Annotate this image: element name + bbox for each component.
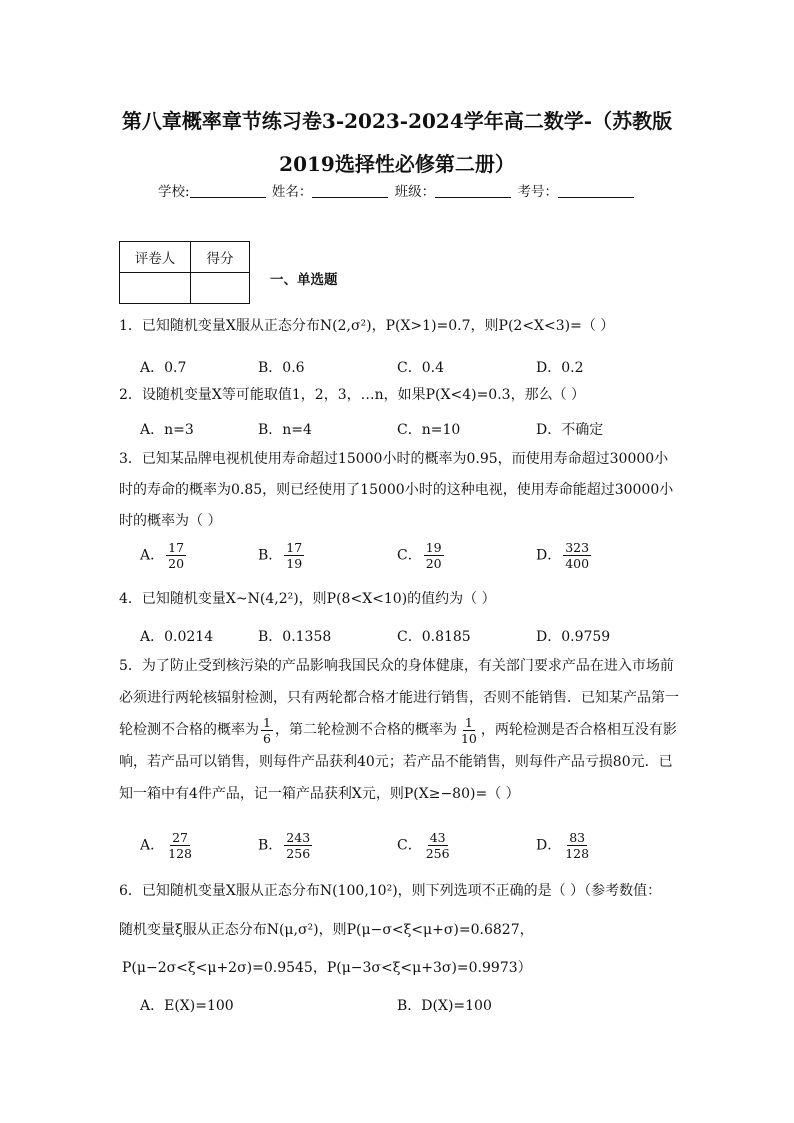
q1-option-c[interactable]: C．0.4 (397, 360, 444, 376)
q4-option-c[interactable]: C．0.8185 (397, 629, 471, 645)
fraction: $\frac{43}{256}$ (425, 830, 450, 861)
question-1: 1．已知随机变量X服从正态分布N(2,σ²)，P(X>1)=0.7，则P(2<X<3)=（ ） (119, 318, 615, 334)
school-blank[interactable] (190, 184, 266, 198)
question-2-text: 设随机变量X等可能取值1，2，3，…n，如果P(X<4)=0.3，那么（ ） (141, 387, 586, 403)
question-5-text-a: 为了防止受到核污染的产品影响我国民众的身体健康，有关部门要求产品在进入市场前必须进行两轮核辐射检测，只有两轮都合格才能进行销售，否则不能销售．已知某产品第一轮检测不合格的概率为 (119, 658, 679, 738)
fraction: $\frac{1}{6}$ (263, 714, 271, 746)
q2-option-a[interactable]: A．n=3 (140, 422, 194, 438)
q3-option-c[interactable]: C． $\frac{19}{20}$ (397, 540, 442, 571)
q4-option-b[interactable]: B．0.1358 (258, 629, 332, 645)
page-title-line-1: 第八章概率章节练习卷3-2023-2024学年高二数学-（苏教版 (121, 109, 673, 133)
question-4-text: 已知随机变量X~N(4,2²)，则P(8<X<10)的值约为（ ） (141, 591, 496, 607)
grader-cell[interactable] (120, 273, 191, 304)
q5-option-a[interactable]: A． $\frac{27}{128}$ (140, 830, 192, 861)
q5-option-d[interactable]: D． $\frac{83}{128}$ (536, 830, 590, 861)
question-4: 4．已知随机变量X~N(4,2²)，则P(8<X<10)的值约为（ ） (119, 591, 496, 607)
question-6-line-1: 6．已知随机变量X服从正态分布N(100,10²)，则下列选项不正确的是（ ）（参考数值： (119, 883, 662, 899)
fraction: $\frac{27}{128}$ (168, 830, 192, 861)
fraction: $\frac{17}{20}$ (168, 540, 185, 571)
q1-option-b[interactable]: B．0.6 (258, 360, 305, 376)
q6-option-b[interactable]: B．D(X)=100 (397, 998, 492, 1014)
q3-option-b[interactable]: B． $\frac{17}{19}$ (258, 540, 303, 571)
question-6-line-2: 随机变量ξ服从正态分布N(μ,σ²)，则P(μ−σ<ξ<μ+σ)=0.6827， (119, 922, 534, 938)
q4-option-d[interactable]: D．0.9759 (536, 629, 611, 645)
page-title-line-2: 2019选择性必修第二册） (279, 152, 515, 176)
q3-option-d[interactable]: D． $\frac{323}{400}$ (536, 540, 590, 571)
section-heading: 一、单选题 (270, 272, 338, 288)
exam-no-label: 考号： (517, 184, 558, 200)
name-blank[interactable] (312, 184, 388, 198)
score-cell[interactable] (191, 273, 250, 304)
name-label: 姓名： (271, 184, 313, 200)
question-3: 3．已知某品牌电视机使用寿命超过15000小时的概率为0.95，而使用寿命超过30000小时的寿命的概率为0.85，则已经使用了15000小时的这种电视，使用寿命能超过30000小时的概率为（ ） (119, 451, 674, 529)
fraction: $\frac{83}{128}$ (565, 830, 590, 861)
class-label: 班级： (394, 184, 436, 200)
exam-no-blank[interactable] (558, 184, 634, 198)
question-6-line-3: P(μ−2σ<ξ<μ+2σ)=0.9545，P(μ−3σ<ξ<μ+3σ)=0.9973） (122, 960, 532, 976)
q6-option-a[interactable]: A．E(X)=100 (140, 998, 234, 1014)
q2-option-c[interactable]: C．n=10 (397, 422, 461, 438)
class-blank[interactable] (435, 184, 511, 198)
question-5: 5．为了防止受到核污染的产品影响我国民众的身体健康，有关部门要求产品在进入市场前必须进行两轮核辐射检测，只有两轮都合格才能进行销售，否则不能销售．已知某产品第一轮检测不合格的概率为 $\frac{1}{6}$ ，第二轮检测不合格的概率为 $\frac{1}{10}$ ，两轮检测是否合格相互没有影响，若产品可以销售，则每件产品获利40元；若产品不能销售，则每件产品亏损80元．已知一箱中有4件产品，记一箱产品获利X元，则P(X≥−80)=（ ） (119, 658, 679, 802)
q5-option-c[interactable]: C． $\frac{43}{256}$ (397, 830, 450, 861)
question-5-text-c: ，两轮检测是否合格相互没有影响，若产品可以销售，则每件产品获利40元；若产品不能销售，则每件产品亏损80元．已知一箱中有4件产品，记一箱产品获利X元，则P(X≥−80)=（ ） (119, 722, 677, 802)
question-2: 2．设随机变量X等可能取值1，2，3，…n，如果P(X<4)=0.3，那么（ ） (119, 387, 586, 403)
score-header: 得分 (191, 242, 250, 273)
q1-option-a[interactable]: A．0.7 (140, 360, 187, 376)
school-label: 学校: (158, 184, 190, 200)
fraction: $\frac{243}{256}$ (286, 830, 311, 861)
q5-option-b[interactable]: B． $\frac{243}{256}$ (258, 830, 311, 861)
score-table (119, 241, 250, 304)
grader-header: 评卷人 (120, 242, 191, 273)
question-3-text: 已知某品牌电视机使用寿命超过15000小时的概率为0.95，而使用寿命超过30000小时的寿命的概率为0.85，则已经使用了15000小时的这种电视，使用寿命能超过30000小时的概率为（ ） (119, 451, 674, 529)
question-5-text-b: ，第二轮检测不合格的概率为 (274, 722, 457, 738)
q3-option-a[interactable]: A． $\frac{17}{20}$ (140, 540, 185, 571)
q1-option-d[interactable]: D．0.2 (536, 360, 584, 376)
fraction: $\frac{1}{10}$ (460, 714, 477, 746)
q2-option-b[interactable]: B．n=4 (258, 422, 312, 438)
question-6-text: 已知随机变量X服从正态分布N(100,10²)，则下列选项不正确的是（ ）（参考数值： (141, 883, 662, 899)
question-1-text: 已知随机变量X服从正态分布N(2,σ²)，P(X>1)=0.7，则P(2<X<3)=（ ） (141, 318, 615, 334)
fraction: $\frac{323}{400}$ (565, 540, 590, 571)
q4-option-a[interactable]: A．0.0214 (140, 629, 214, 645)
student-info-line (0, 180, 794, 200)
q2-option-d[interactable]: D．不确定 (536, 422, 604, 438)
fraction: $\frac{19}{20}$ (425, 540, 442, 571)
fraction: $\frac{17}{19}$ (286, 540, 303, 571)
